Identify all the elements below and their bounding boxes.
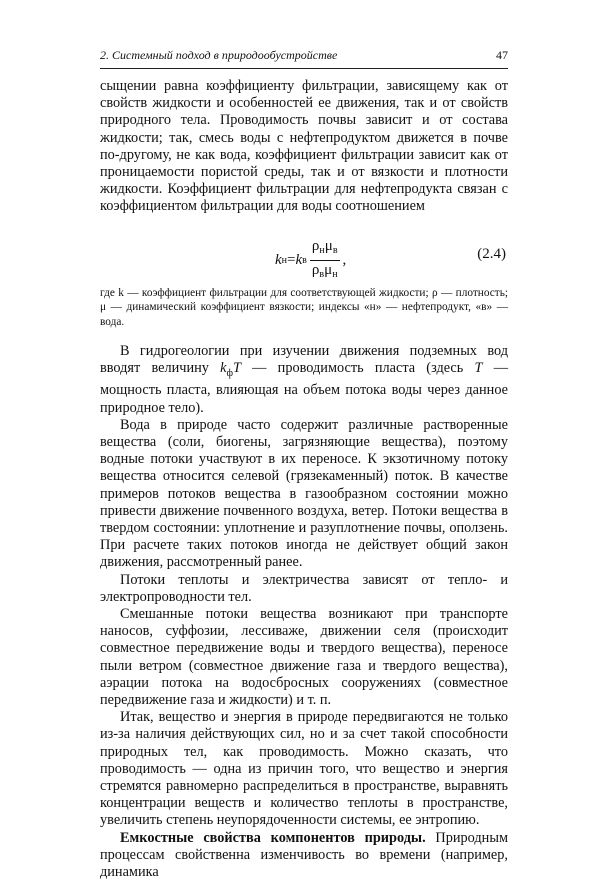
formula-k-sub: в [302,254,307,266]
paragraph-2 [100,343,508,417]
formula-equals: = [287,251,296,268]
paragraph-3: Вода в природе часто содержит различные растворенные вещества (соли, биогены, загрязняющие вещества), поэтому водные потоки участвуют в их переносе. К экзотичному потоку вещества относится селевой (грязекаменный) поток. В качестве примеров потоков вещества в газообразном состоянии можно привести движение почвенного воздуха, ветер. Потоки вещества в твердом состоянии: уплотнение и разуплотнение почвы, оползень. При расчете таких потоков иногда не действует общий закон движения, рассмотренный ранее. [100,416,508,571]
paragraph-4: Потоки теплоты и электричества зависят от тепло- и электропроводности тел. [100,571,508,605]
page-number: 47 [496,48,508,62]
formula-lhs: k [275,251,282,268]
num-mu: μ [324,237,333,254]
formula-numerator [310,238,340,261]
symbol-k: k [220,360,227,377]
formula-number: (2.4) [477,245,506,262]
symbol-t-2: T [474,360,483,377]
num-mu-sub: в [332,244,338,256]
paragraph-7-text: Природным процессам свойственна изменчивость во времени (например, динамика [100,829,508,881]
paragraph-5: Смешанные потоки вещества возникают при транспорте наносов, суффозии, лессиваже, движении селя (происходит совместное передвижение воды и твердого вещества), переносе пыли ветром (совместное движение газа и твердого вещества), аэрации потока на водосбросных сооружениях (совместное передвижение газа и жидкости) и т. п. [100,606,508,709]
symbol-k-sub: ф [226,368,233,380]
section-title: 2. Системный подход в природообустройстве [100,48,338,62]
header-rule [100,68,508,69]
paragraph-1: сыщении равна коэффициенту фильтрации, зависящему как от свойств жидкости и особенностей ее движения, так и от свойств природного тела. Проводимость почвы зависит и от состава жидкости; так, смесь воды с нефтепродуктом движется в почве по-другому, не как вода, коэффициент фильтрации зависит как от проницаемости пористой среды, так и от вязкости и плотности жидкости. Коэффициент фильтрации для нефтепродукта связан с коэффициентом фильтрации для воды соотношением [100,78,508,215]
den-mu: μ [324,261,333,278]
paragraph-2-part-a: В гидрогеологии при изучении движения подземных вод вводят величину [100,343,508,377]
den-mu-sub: н [332,268,338,280]
paragraph-7 [100,830,508,881]
symbol-t: T [232,360,241,377]
formula-k: k [295,251,303,268]
den-rho-sub: в [319,268,325,280]
den-rho: ρ [311,261,320,278]
num-rho: ρ [311,237,320,254]
paragraph-6: Итак, вещество и энергия в природе передвигаются не только из-за наличия действующих сил, но и за счет такой способности природных тел, как проводимость. Можно сказать, что проводимость — одна из причин того, что вещество и энергия стремятся равномерно распределиться в пространстве, выравнять концентрации веществ и количество теплоты в пространстве, увеличить степень неупорядоченности системы, ее энтропию. [100,709,508,829]
formula-fraction [310,238,340,283]
page-body [100,78,508,881]
formula-2-4 [100,234,508,280]
paragraph-2-part-b: — проводимость пласта (здесь [240,360,475,377]
formula-comma: , [342,251,347,268]
num-rho-sub: н [319,244,325,256]
formula-expression [275,238,346,283]
paragraph-2-part-c: — мощность пласта, влияющая на объем потока воды через данное природное тело). [100,360,509,416]
running-head [100,48,508,62]
formula-lhs-sub: н [281,254,288,266]
formula-denominator [310,261,340,283]
formula-note: где k — коэффициент фильтрации для соответствующей жидкости; ρ — плотность; μ — динамический коэффициент вязкости; индексы «н» — нефтепродукт, «в» — вода. [100,286,508,328]
section-heading: Емкостные свойства компонентов природы. [120,829,426,846]
